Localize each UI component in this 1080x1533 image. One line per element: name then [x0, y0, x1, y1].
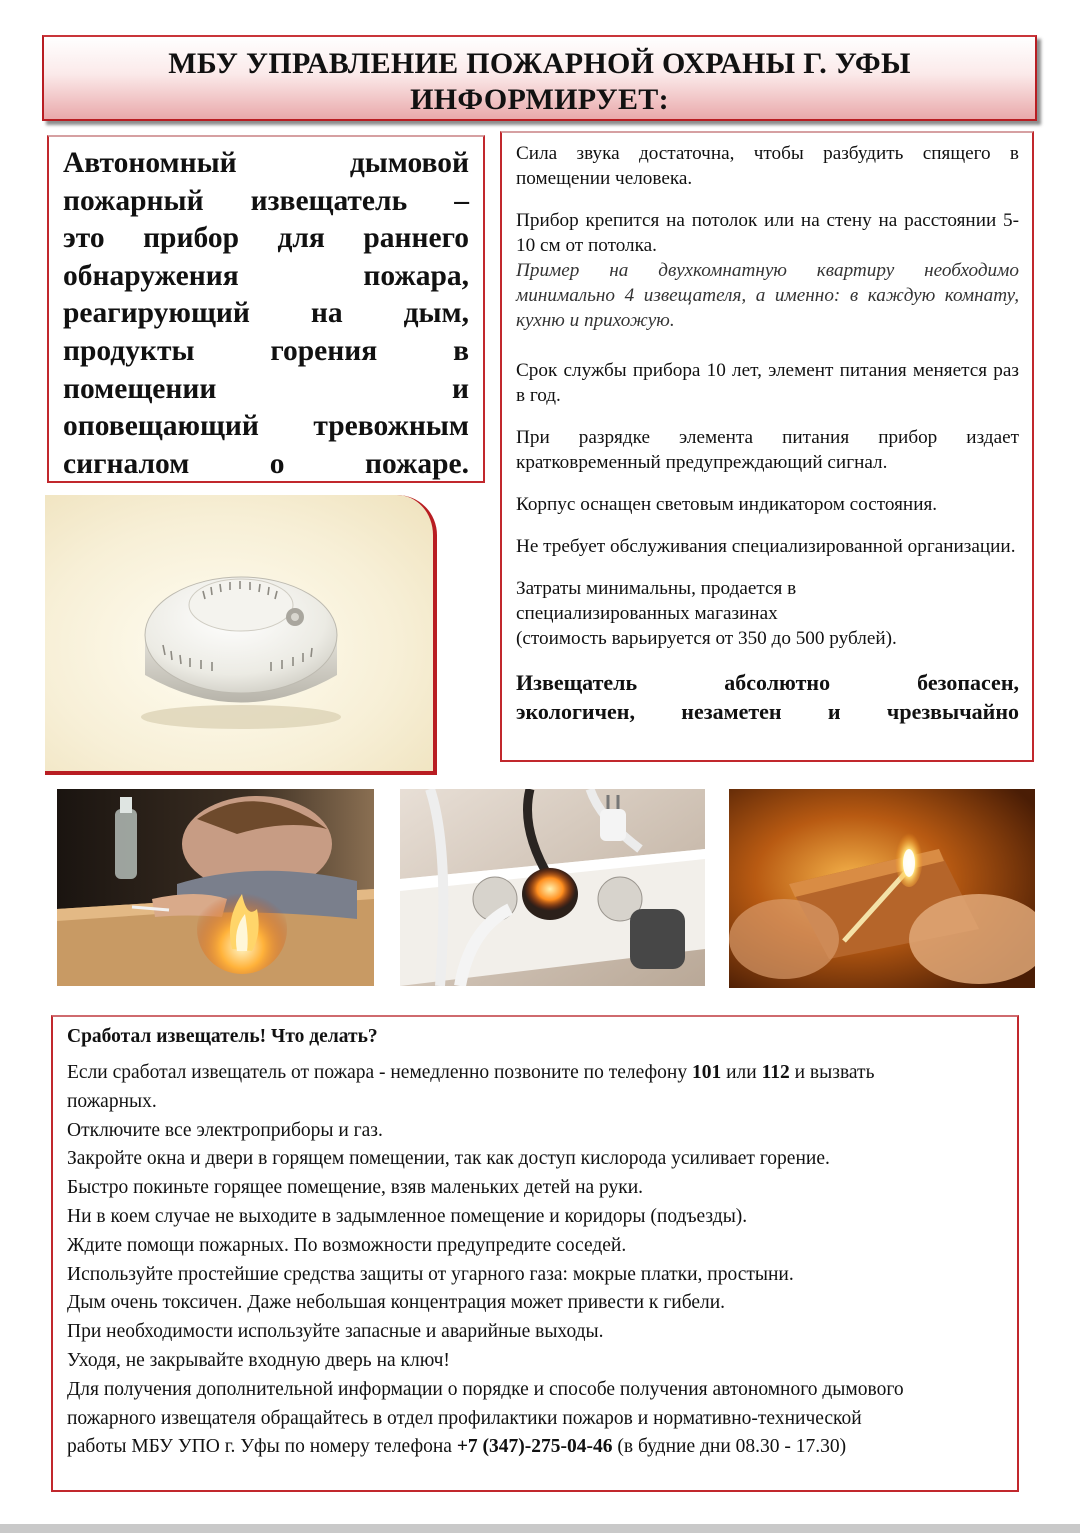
info-safety-line1: Извещатель абсолютно безопасен,: [516, 670, 1019, 695]
action-text: и вызвать: [789, 1062, 875, 1083]
actions-box: [51, 1015, 1019, 1492]
action-line: Дым очень токсичен. Даже небольшая концентрация может привести к гибели.: [67, 1292, 726, 1314]
info-cost-line1: Затраты минимальны, продается в: [516, 578, 797, 599]
info-sound: Сила звука достаточна, чтобы разбудить спящего в помещении человека.: [516, 143, 1019, 189]
definition-line: пожарный извещатель –: [63, 184, 469, 217]
info-battery: При разрядке элемента питания прибор издает кратковременный предупреждающий сигнал.: [516, 427, 1019, 473]
action-line: При необходимости используйте запасные и аварийные выходы.: [67, 1321, 604, 1343]
photo-matches: [729, 789, 1035, 988]
smoke-detector-image: [45, 495, 437, 775]
definition-box: [47, 135, 485, 483]
smoke-detector-icon: [45, 495, 437, 775]
header-banner: [42, 35, 1037, 121]
definition-line: продукты горения в: [63, 334, 469, 367]
action-line: Используйте простейшие средства защиты от угарного газа: мокрые платки, простыни.: [67, 1263, 794, 1285]
definition-line: обнаружения пожара,: [63, 259, 469, 292]
phone-112: 112: [761, 1062, 790, 1083]
info-cost-line3: (стоимость варьируется от 350 до 500 рублей).: [516, 628, 897, 649]
info-mounting: Прибор крепится на потолок или на стену на расстоянии 5-10 см от потолка.: [516, 210, 1019, 256]
definition-line: оповещающий тревожным: [63, 410, 469, 443]
action-text: или: [721, 1062, 762, 1083]
info-safety-line2: экологичен, незаметен и чрезвычайно: [516, 699, 1019, 724]
action-text: (в будние дни 08.30 - 17.30): [612, 1436, 847, 1458]
info-lifetime: Срок службы прибора 10 лет, элемент питания меняется раз в год.: [516, 360, 1019, 406]
action-text: Если сработал извещатель от пожара - немедленно позвоните по телефону: [67, 1062, 692, 1083]
action-line: Ни в коем случае не выходите в задымленное помещение и коридоры (подъезды).: [67, 1205, 748, 1227]
action-line: Для получения дополнительной информации о порядке и способе получения автономного дымового: [67, 1378, 904, 1400]
phone-101: 101: [691, 1062, 722, 1083]
action-line: Быстро покиньте горящее помещение, взяв маленьких детей на руки.: [67, 1177, 644, 1199]
cigarette-fire-icon: [57, 789, 374, 986]
definition-line: реагирующий на дым,: [63, 297, 469, 330]
definition-line: Автономный дымовой: [63, 147, 469, 179]
action-line: пожарных.: [67, 1090, 157, 1112]
action-line: Уходя, не закрывайте входную дверь на ключ!: [67, 1349, 450, 1371]
power-strip-fire-icon: [400, 789, 705, 986]
info-indicator: Корпус оснащен световым индикатором состояния.: [516, 494, 938, 515]
definition-line: сигналом о пожаре.: [63, 447, 469, 480]
contact-phone: +7 (347)-275-04-46: [456, 1436, 613, 1458]
header-title-line1: МБУ УПРАВЛЕНИЕ ПОЖАРНОЙ ОХРАНЫ Г. УФЫ: [168, 47, 911, 80]
action-line: Ждите помощи пожарных. По возможности предупредите соседей.: [67, 1234, 627, 1256]
info-box: [500, 131, 1034, 762]
photo-burning-socket: [400, 789, 705, 986]
bottom-strip: [0, 1524, 1080, 1533]
definition-line: это прибор для раннего: [63, 222, 469, 255]
action-line: пожарного извещателя обращайтесь в отдел профилактики пожаров и нормативно-технической: [67, 1407, 862, 1429]
info-maintenance: Не требует обслуживания специализированной организации.: [516, 536, 1016, 557]
actions-title: Сработал извещатель! Что делать?: [67, 1026, 378, 1047]
photo-smoking-fire: [57, 789, 374, 986]
definition-line: помещении и: [63, 372, 469, 405]
info-example: Пример на двухкомнатную квартиру необходимо минимально 4 извещателя, а именно: в каждую комнату, кухню и прихожую.: [516, 260, 1019, 331]
action-line: Отключите все электроприборы и газ.: [67, 1119, 383, 1141]
matches-flame-icon: [729, 789, 1035, 988]
action-line: Закройте окна и двери в горящем помещении, так как доступ кислорода усиливает горение.: [67, 1148, 830, 1170]
action-line: [67, 1433, 1003, 1462]
action-line: [67, 1059, 1003, 1088]
header-title-line2: ИНФОРМИРУЕТ:: [410, 83, 669, 116]
action-text: работы МБУ УПО г. Уфы по номеру телефона: [67, 1436, 457, 1458]
info-cost-line2: специализированных магазинах: [516, 603, 778, 624]
